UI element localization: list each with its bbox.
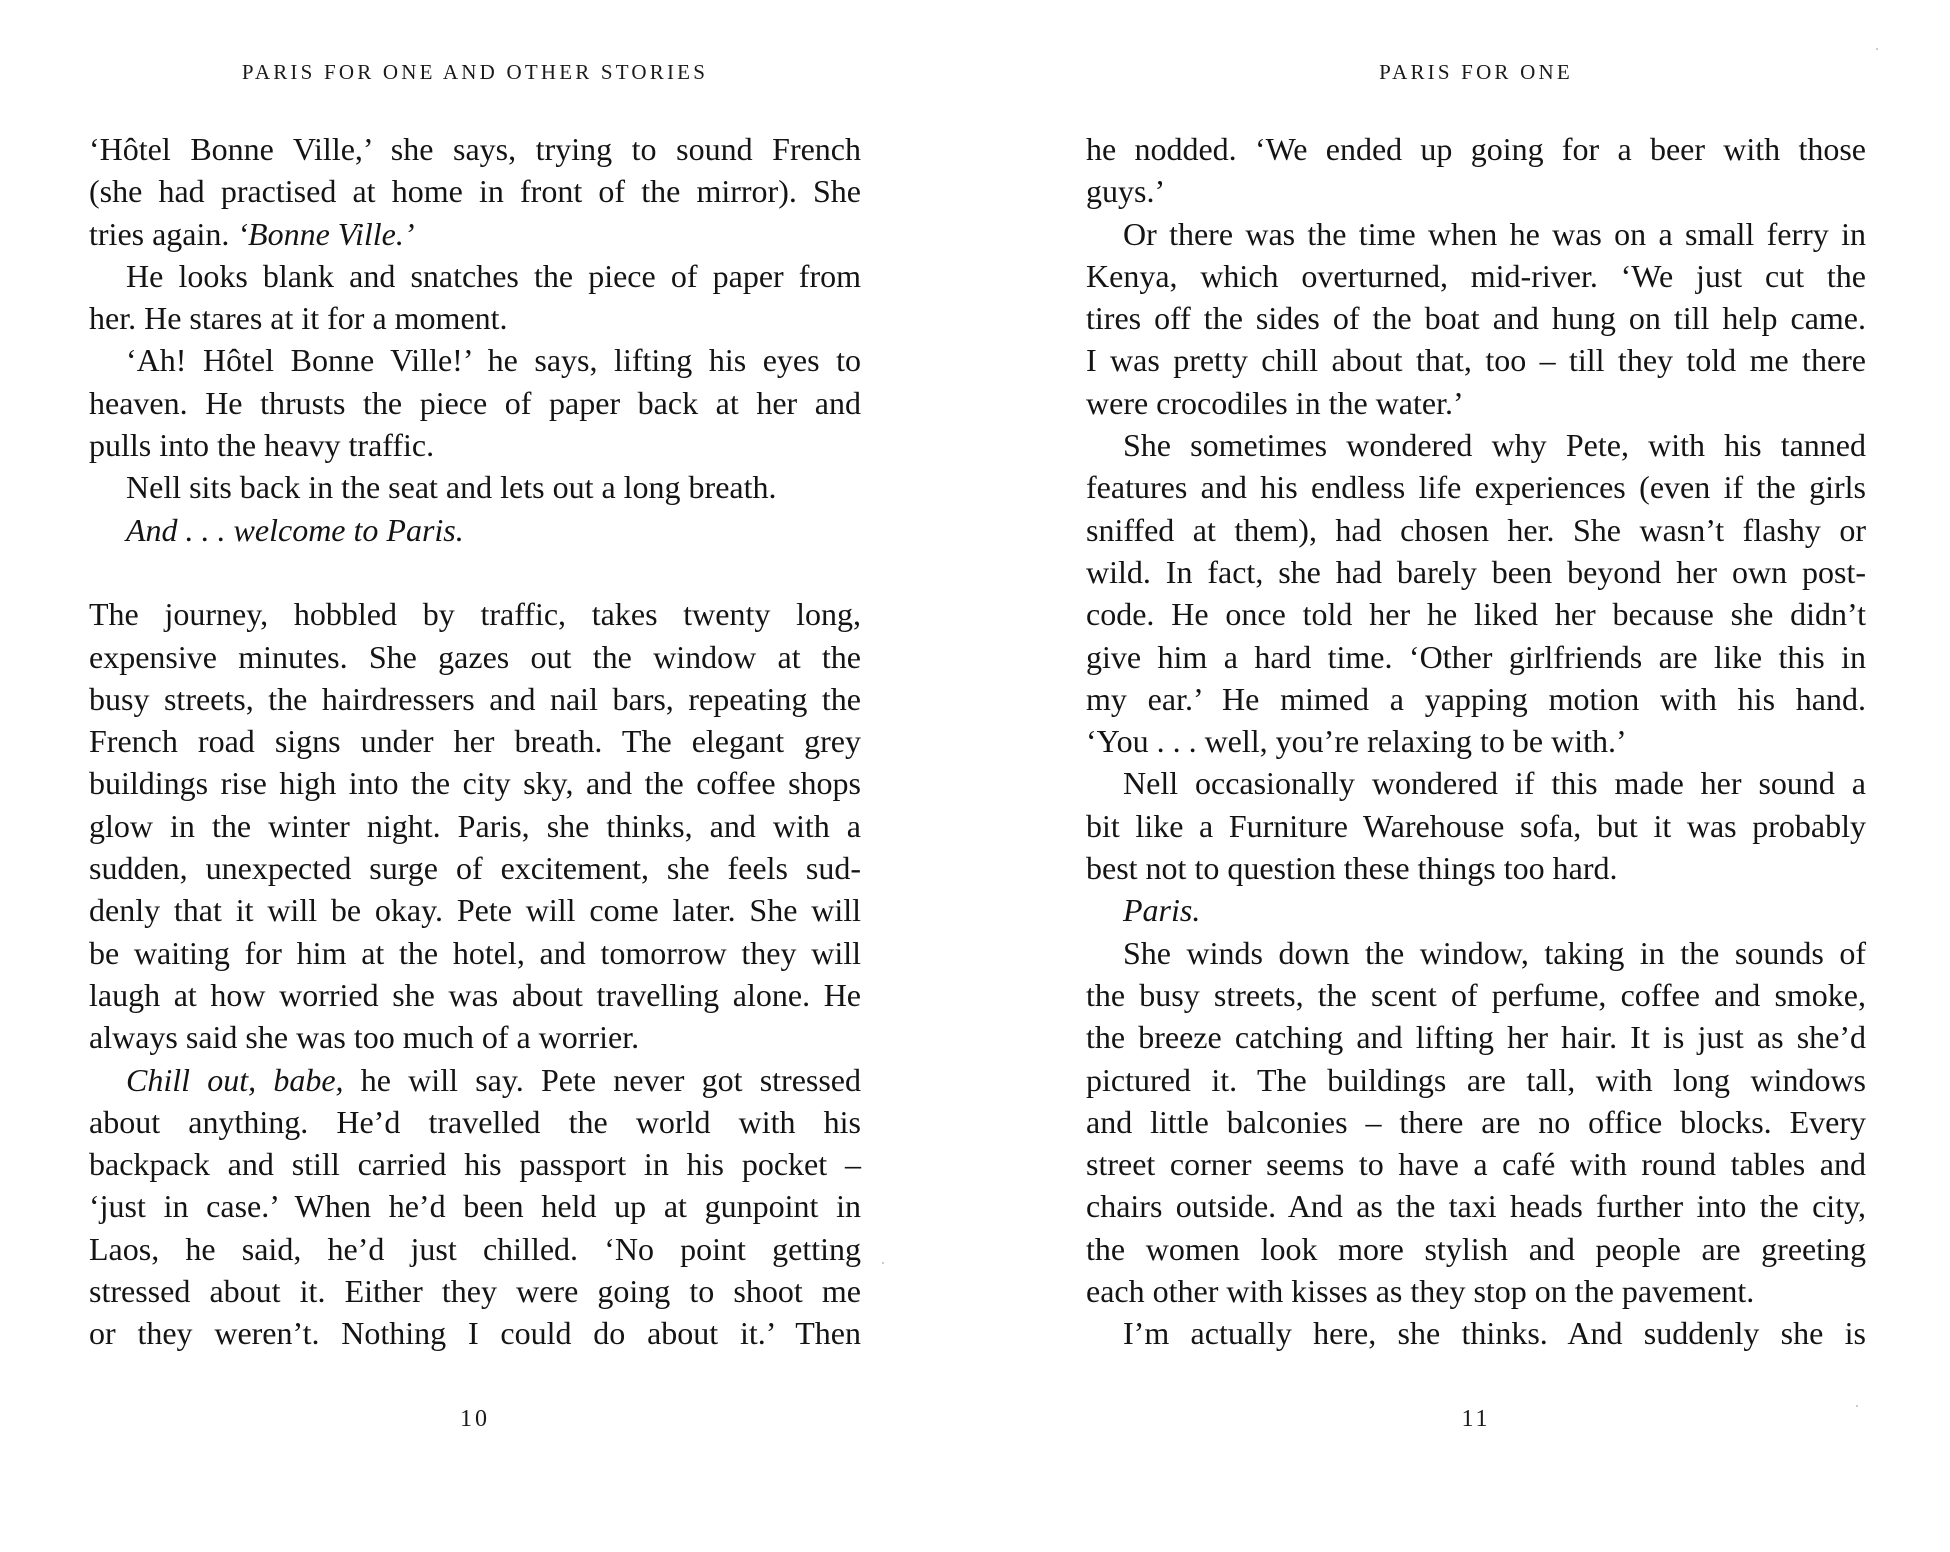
right-page (1086, 0, 1866, 1552)
page-number-right: 11 (1461, 1406, 1491, 1432)
text-line: her. He stares at it for a moment. (89, 300, 508, 337)
text-line: He looks blank and snatches the piece of paper from (126, 257, 861, 294)
right-page-body (1086, 128, 1866, 1355)
text-line: denly that it will be okay. Pete will come later. She will (89, 892, 861, 929)
text-line: the breeze catching and lifting her hair. It is just as she’d (1086, 1019, 1866, 1056)
text-line: buildings rise high into the city sky, and the coffee shops (89, 765, 861, 802)
text-line: Or there was the time when he was on a small ferry in (1123, 215, 1866, 252)
text-line: features and his endless life experiences (even if the girls (1086, 469, 1866, 506)
text-line: were crocodiles in the water.’ (1086, 384, 1464, 421)
text-line: pictured it. The buildings are tall, with long windows (1086, 1061, 1866, 1098)
text-line: I’m actually here, she thinks. And suddenly she is (1123, 1315, 1866, 1352)
paper-speck (1856, 1405, 1858, 1407)
text-line: sniffed at them), had chosen her. She wasn’t flashy or (1086, 511, 1866, 548)
text-line: bit like a Furniture Warehouse sofa, but it was probably (1086, 807, 1866, 844)
section-break (89, 551, 861, 593)
text-line: Kenya, which overturned, mid-river. ‘We just cut the (1086, 257, 1866, 294)
text-line: and little balconies – there are no office blocks. Every (1086, 1103, 1866, 1140)
text-line: give him a hard time. ‘Other girlfriends are like this in (1086, 638, 1866, 675)
text-line (89, 213, 861, 255)
text-line: guys.’ (1086, 173, 1166, 210)
text-run: he will say. Pete never got stressed (343, 1061, 861, 1098)
page-number-left: 10 (460, 1406, 490, 1432)
italic-text-run: ‘Bonne Ville.’ (237, 215, 415, 252)
text-line: ‘just in case.’ When he’d been held up at gunpoint in (89, 1188, 861, 1225)
text-line: glow in the winter night. Paris, she thinks, and with a (89, 807, 861, 844)
text-line: be waiting for him at the hotel, and tomorrow they will (89, 934, 861, 971)
text-line: chairs outside. And as the taxi heads further into the city, (1086, 1188, 1866, 1225)
text-line: stressed about it. Either they were going to shoot me (89, 1273, 861, 1310)
text-line (89, 1059, 861, 1101)
text-line: She sometimes wondered why Pete, with his tanned (1123, 427, 1866, 464)
text-line: best not to question these things too hard. (1086, 850, 1618, 887)
text-line: Nell occasionally wondered if this made her sound a (1123, 765, 1866, 802)
running-head-right: PARIS FOR ONE (1379, 60, 1573, 84)
running-head-left: PARIS FOR ONE AND OTHER STORIES (241, 60, 709, 84)
text-line: code. He once told her he liked her because she didn’t (1086, 596, 1866, 633)
text-line: backpack and still carried his passport in his pocket – (89, 1146, 861, 1183)
text-line: Paris. (1123, 892, 1201, 929)
text-line: And . . . welcome to Paris. (126, 511, 464, 548)
left-page-body (89, 128, 861, 1355)
text-line: French road signs under her breath. The elegant grey (89, 723, 861, 760)
text-line: sudden, unexpected surge of excitement, she feels sud- (89, 850, 861, 887)
paper-speck (1876, 48, 1878, 50)
text-line: tires off the sides of the boat and hung on till help came. (1086, 300, 1866, 337)
text-line: always said she was too much of a worrier. (89, 1019, 640, 1056)
text-line: I was pretty chill about that, too – till they told me there (1086, 342, 1866, 379)
text-line: the women look more stylish and people are greeting (1086, 1230, 1866, 1267)
text-line: ‘You . . . well, you’re relaxing to be with.’ (1086, 723, 1627, 760)
text-line: (she had practised at home in front of the mirror). She (89, 173, 861, 210)
text-line: wild. In fact, she had barely been beyond her own post- (1086, 553, 1866, 590)
paper-speck (882, 1262, 884, 1264)
text-line: about anything. He’d travelled the world with his (89, 1103, 861, 1140)
text-line: ‘Ah! Hôtel Bonne Ville!’ he says, lifting his eyes to (126, 342, 861, 379)
text-line: The journey, hobbled by traffic, takes twenty long, (89, 596, 861, 633)
text-line: each other with kisses as they stop on the pavement. (1086, 1273, 1755, 1310)
text-line: street corner seems to have a café with round tables and (1086, 1146, 1866, 1183)
left-page (89, 0, 861, 1552)
text-line: or they weren’t. Nothing I could do about it.’ Then (89, 1315, 861, 1352)
text-line: Laos, he said, he’d just chilled. ‘No point getting (89, 1230, 861, 1267)
text-line: heaven. He thrusts the piece of paper back at her and (89, 384, 861, 421)
text-line: ‘Hôtel Bonne Ville,’ she says, trying to sound French (89, 131, 861, 167)
text-line: She winds down the window, taking in the sounds of (1123, 934, 1866, 971)
text-line: the busy streets, the scent of perfume, coffee and smoke, (1086, 976, 1866, 1013)
text-line: Nell sits back in the seat and lets out a long breath. (126, 469, 777, 506)
text-line: busy streets, the hairdressers and nail bars, repeating the (89, 680, 861, 717)
text-line: my ear.’ He mimed a yapping motion with his hand. (1086, 680, 1866, 717)
italic-text-run: Chill out, babe, (126, 1061, 344, 1098)
text-line: laugh at how worried she was about travelling alone. He (89, 976, 861, 1013)
text-line: he nodded. ‘We ended up going for a beer with those (1086, 131, 1866, 167)
text-run: tries again. (89, 215, 238, 252)
text-line: pulls into the heavy traffic. (89, 427, 435, 464)
text-line: expensive minutes. She gazes out the window at the (89, 638, 861, 675)
